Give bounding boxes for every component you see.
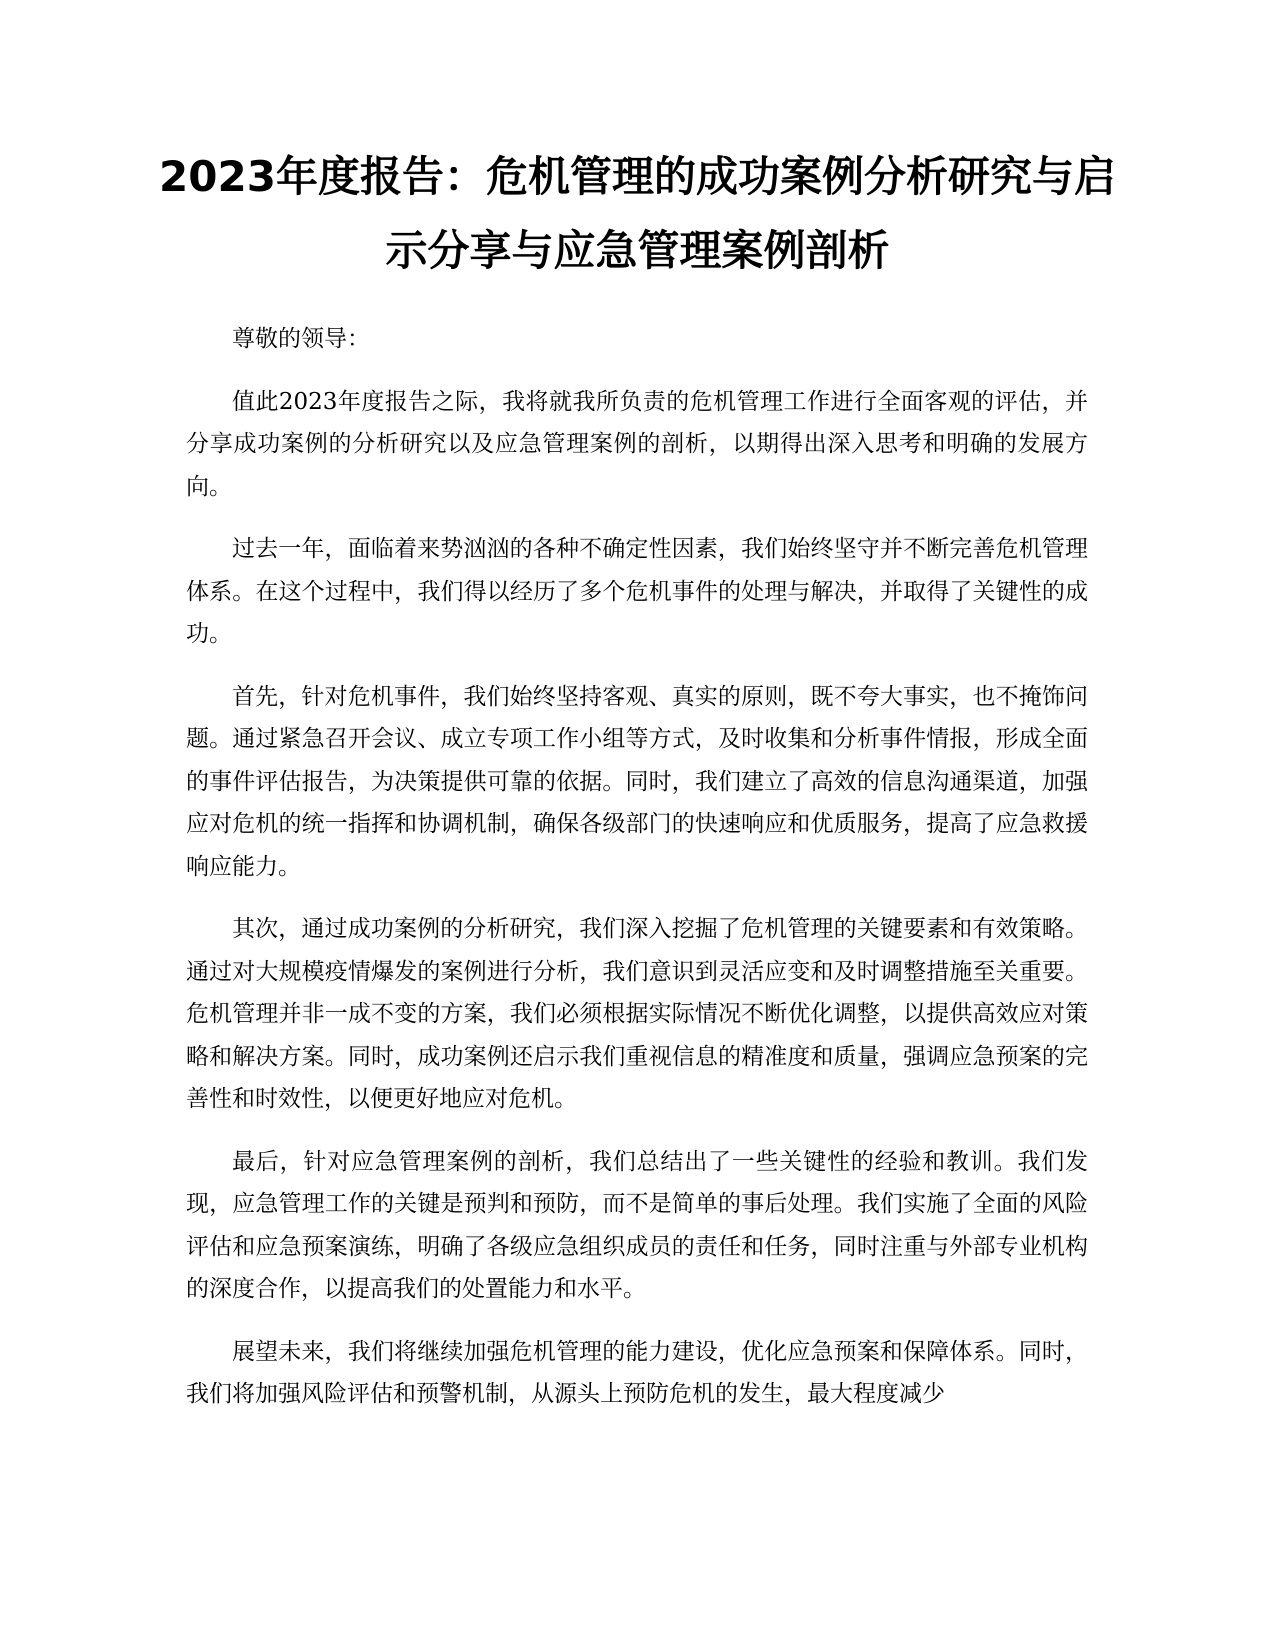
paragraph-3: 首先，针对危机事件，我们始终坚持客观、真实的原则，既不夸大事实，也不掩饰问题。通过紧急召开会议、成立专项工作小组等方式，及时收集和分析事件情报，形成全面的事件评估报告，为决策提供可靠的依据。同时，我们建立了高效的信息沟通渠道，加强应对危机的统一指挥和协调机制，确保各级部门的快速响应和优质服务，提高了应急救援响应能力。 — [186, 683, 1088, 880]
paragraph-6: 展望未来，我们将继续加强危机管理的能力建设，优化应急预案和保障体系。同时，我们将加强风险评估和预警机制，从源头上预防危机的发生，最大程度减少 — [186, 1338, 1088, 1407]
paragraph-2: 过去一年，面临着来势汹汹的各种不确定性因素，我们始终坚守并不断完善危机管理体系。在这个过程中，我们得以经历了多个危机事件的处理与解决，并取得了关键性的成功。 — [186, 536, 1088, 647]
salutation: 尊敬的领导： — [232, 326, 370, 352]
paragraph-5: 最后，针对应急管理案例的剖析，我们总结出了一些关键性的经验和教训。我们发现，应急管理工作的关键是预判和预防，而不是简单的事后处理。我们实施了全面的风险评估和应急预案演练，明确了各级应急组织成员的责任和任务，同时注重与外部专业机构的深度合作，以提高我们的处置能力和水平。 — [186, 1148, 1088, 1302]
paragraph-4: 其次，通过成功案例的分析研究，我们深入挖掘了危机管理的关键要素和有效策略。通过对大规模疫情爆发的案例进行分析，我们意识到灵活应变和及时调整措施至关重要。危机管理并非一成不变的方案，我们必须根据实际情况不断优化调整，以提供高效应对策略和解决方案。同时，成功案例还启示我们重视信息的精准度和质量，强调应急预案的完善性和时效性，以便更好地应对危机。 — [186, 916, 1088, 1112]
paragraph-1: 值此2023年度报告之际，我将就我所负责的危机管理工作进行全面客观的评估，并分享成功案例的分析研究以及应急管理案例的剖析，以期得出深入思考和明确的发展方向。 — [186, 388, 1088, 500]
document-body — [186, 318, 1088, 1436]
document-title: 2023年度报告：危机管理的成功案例分析研究与启示分享与应急管理案例剖析 — [159, 152, 1116, 275]
